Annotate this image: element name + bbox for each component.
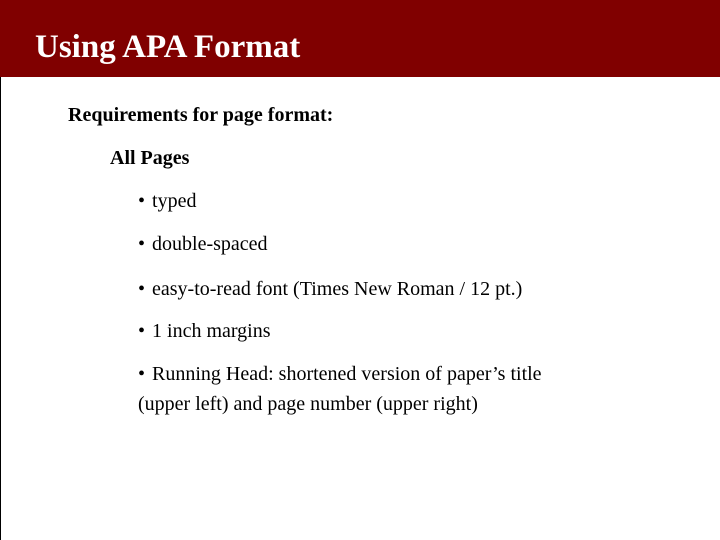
left-border-line [0,77,1,540]
bullet-text: easy-to-read font (Times New Roman / 12 pt.) [152,278,523,300]
running-head-line-1 [138,359,542,389]
bullet-icon: • [138,278,146,300]
bullet-text: Running Head: shortened version of paper’s title [152,363,542,385]
bullet-item-margins [138,316,271,346]
bullet-icon: • [138,190,146,212]
slide-title: Using APA Format [35,29,301,65]
bullet-icon: • [138,233,146,255]
bullet-text: 1 inch margins [152,320,271,342]
bullet-item-font [138,274,522,304]
running-head-line-2: (upper left) and page number (upper right) [138,393,478,415]
bullet-icon: • [138,320,146,342]
bullet-text: typed [152,190,197,212]
title-bar [0,0,720,77]
section-heading: Requirements for page format: [68,104,334,126]
bullet-item-typed [138,186,196,216]
bullet-item-double-spaced [138,229,268,259]
subsection-heading: All Pages [110,147,190,169]
bullet-text: double-spaced [152,233,268,255]
bullet-item-running-head [138,359,542,419]
bullet-icon: • [138,363,146,385]
